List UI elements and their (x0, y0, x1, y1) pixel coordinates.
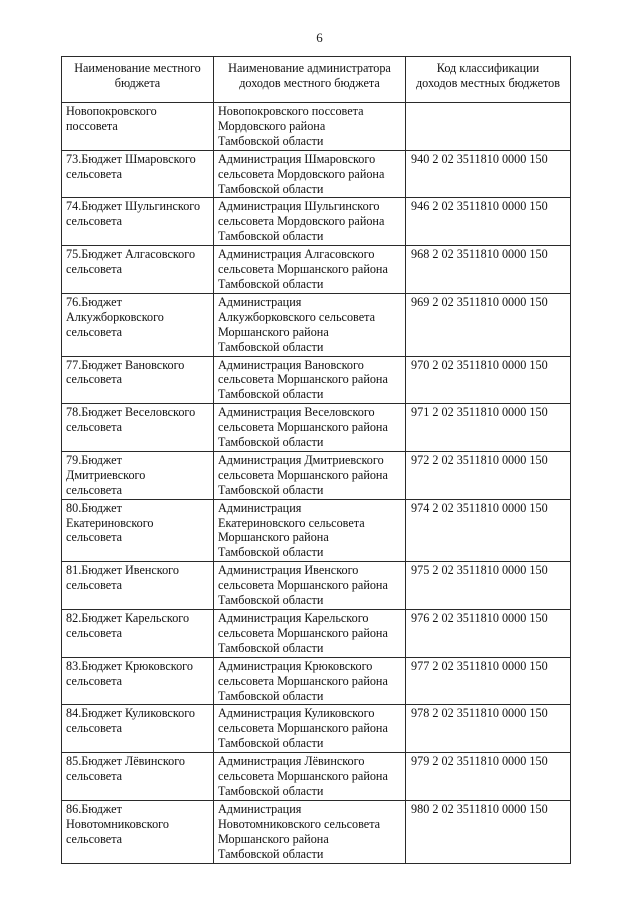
header-classification-code (406, 57, 571, 103)
administrator-cell (214, 293, 406, 356)
header-administrator-name (214, 57, 406, 103)
cell-text-line: Администрация Лёвинского (218, 754, 365, 769)
cell-text-line: Администрация Шмаровского (218, 151, 376, 166)
table-row (62, 562, 571, 610)
cell-text-line: Тамбовской области (218, 482, 324, 497)
table-row (62, 356, 571, 404)
administrator-cell (214, 356, 406, 404)
cell-text-line: Алкужборковского (66, 309, 164, 324)
cell-text-line: Тамбовской области (218, 339, 324, 354)
cell-text-line: Тамбовской области (218, 229, 324, 244)
cell-text-line: сельсовета (66, 420, 123, 435)
administrator-cell (214, 610, 406, 658)
cell-text-line: 80.Бюджет (66, 500, 122, 515)
budget-name-cell (62, 246, 214, 294)
budget-name-cell (62, 800, 214, 863)
table-row (62, 800, 571, 863)
cell-text-line: Новотомниковского (66, 816, 169, 831)
administrator-cell (214, 800, 406, 863)
budget-name-cell (62, 657, 214, 705)
classification-code-cell: 970 2 02 3511810 0000 150 (406, 356, 571, 404)
cell-text-line: сельсовета Моршанского района (218, 262, 388, 277)
table-row (62, 610, 571, 658)
classification-code-cell: 980 2 02 3511810 0000 150 (406, 800, 571, 863)
budget-name-cell (62, 103, 214, 151)
cell-text-line: 83.Бюджет Крюковского (66, 658, 193, 673)
cell-text-line: сельсовета (66, 721, 123, 736)
table-row (62, 705, 571, 753)
cell-text-line: Дмитриевского (66, 467, 146, 482)
cell-text-line: Екатериновского (66, 515, 154, 530)
cell-text-line: сельсовета Моршанского района (218, 578, 388, 593)
cell-text-line: сельсовета Моршанского района (218, 769, 388, 784)
administrator-cell (214, 562, 406, 610)
cell-text-line: Тамбовской области (218, 783, 324, 798)
cell-text-line: сельсовета (66, 372, 123, 387)
classification-code-cell (406, 103, 571, 151)
administrator-cell (214, 451, 406, 499)
administrator-cell (214, 753, 406, 801)
cell-text-line: 75.Бюджет Алгасовского (66, 247, 196, 262)
administrator-cell (214, 705, 406, 753)
cell-text-line: сельсовета (66, 578, 123, 593)
budget-classification-table (61, 56, 571, 864)
header-text-line: Наименование местного (74, 61, 201, 75)
cell-text-line: Тамбовской области (218, 133, 324, 148)
administrator-cell (214, 499, 406, 562)
cell-text-line: сельсовета (66, 831, 123, 846)
cell-text-line: Мордовского района (218, 118, 326, 133)
cell-text-line: 81.Бюджет Ивенского (66, 563, 179, 578)
classification-code-cell: 979 2 02 3511810 0000 150 (406, 753, 571, 801)
cell-text-line: Администрация (218, 801, 302, 816)
classification-code-cell: 968 2 02 3511810 0000 150 (406, 246, 571, 294)
cell-text-line: сельсовета (66, 166, 123, 181)
cell-text-line: Администрация Куликовского (218, 706, 375, 721)
cell-text-line: сельсовета Моршанского района (218, 721, 388, 736)
cell-text-line: сельсовета (66, 262, 123, 277)
budget-name-cell (62, 356, 214, 404)
table-row (62, 293, 571, 356)
classification-code-cell: 940 2 02 3511810 0000 150 (406, 150, 571, 198)
classification-code-cell: 972 2 02 3511810 0000 150 (406, 451, 571, 499)
table-row (62, 198, 571, 246)
cell-text-line: Моршанского района (218, 530, 329, 545)
cell-text-line: Екатериновского сельсовета (218, 515, 365, 530)
cell-text-line: 82.Бюджет Карельского (66, 611, 190, 625)
cell-text-line: сельсовета (66, 673, 123, 688)
cell-text-line: 78.Бюджет Веселовского (66, 405, 196, 420)
table-row (62, 246, 571, 294)
cell-text-line: Администрация Ивенского (218, 563, 359, 578)
administrator-cell (214, 198, 406, 246)
table-row (62, 150, 571, 198)
budget-name-cell (62, 198, 214, 246)
cell-text-line: Администрация Вановского (218, 357, 364, 372)
budget-name-cell (62, 562, 214, 610)
cell-text-line: Моршанского района (218, 324, 329, 339)
table-header-row (62, 57, 571, 103)
header-text-line: бюджета (114, 75, 161, 90)
budget-name-cell (62, 499, 214, 562)
cell-text-line: Моршанского района (218, 831, 329, 846)
cell-text-line: 73.Бюджет Шмаровского (66, 151, 196, 166)
cell-text-line: 85.Бюджет Лёвинского (66, 754, 186, 769)
cell-text-line: Администрация Веселовского (218, 405, 375, 420)
cell-text-line: Тамбовской области (218, 545, 324, 560)
cell-text-line: 77.Бюджет Вановского (66, 357, 185, 372)
cell-text-line: Администрация Алгасовского (218, 247, 375, 262)
cell-text-line: Администрация Шульгинского (218, 199, 380, 214)
table-row (62, 404, 571, 452)
page-number: 6 (316, 30, 323, 45)
cell-text-line: сельсовета (66, 625, 123, 640)
cell-text-line: 86.Бюджет (66, 801, 122, 816)
cell-text-line: Тамбовской области (218, 276, 324, 291)
budget-name-cell (62, 150, 214, 198)
cell-text-line: сельсовета (66, 769, 123, 784)
cell-text-line: сельсовета Моршанского района (218, 673, 388, 688)
cell-text-line: Тамбовской области (218, 688, 324, 703)
cell-text-line: сельсовета Моршанского района (218, 625, 388, 640)
cell-text-line: сельсовета Мордовского района (218, 166, 385, 181)
cell-text-line: 74.Бюджет Шульгинского (66, 199, 201, 214)
cell-text-line: 79.Бюджет (66, 452, 122, 467)
cell-text-line: Тамбовской области (218, 435, 324, 450)
header-budget-name (62, 57, 214, 103)
administrator-cell (214, 150, 406, 198)
administrator-cell (214, 246, 406, 294)
cell-text-line: Администрация Крюковского (218, 658, 373, 673)
cell-text-line: сельсовета Моршанского района (218, 372, 388, 387)
cell-text-line: сельсовета Моршанского района (218, 420, 388, 435)
cell-text-line: поссовета (66, 118, 118, 133)
cell-text-line: Администрация Дмитриевского (218, 452, 384, 467)
classification-code-cell: 977 2 02 3511810 0000 150 (406, 657, 571, 705)
cell-text-line: 84.Бюджет Куликовского (66, 706, 196, 721)
table-row (62, 753, 571, 801)
classification-code-cell: 976 2 02 3511810 0000 150 (406, 610, 571, 658)
classification-code-cell: 975 2 02 3511810 0000 150 (406, 562, 571, 610)
classification-code-cell: 969 2 02 3511810 0000 150 (406, 293, 571, 356)
cell-text-line: Тамбовской области (218, 736, 324, 751)
table-body (62, 103, 571, 864)
cell-text-line: Новопокровского поссовета (218, 104, 364, 118)
cell-text-line: Новопокровского (66, 104, 157, 118)
budget-name-cell (62, 705, 214, 753)
table-header (62, 57, 571, 103)
classification-code-cell: 971 2 02 3511810 0000 150 (406, 404, 571, 452)
budget-name-cell (62, 451, 214, 499)
header-text-line: Код классификации (436, 61, 540, 75)
administrator-cell (214, 103, 406, 151)
administrator-cell (214, 657, 406, 705)
cell-text-line: Администрация Карельского (218, 611, 369, 625)
cell-text-line: сельсовета (66, 482, 123, 497)
table-row (62, 499, 571, 562)
cell-text-line: Администрация (218, 500, 302, 515)
cell-text-line: Тамбовской области (218, 640, 324, 655)
cell-text-line: Тамбовской области (218, 387, 324, 402)
cell-text-line: 76.Бюджет (66, 294, 122, 309)
table-row (62, 451, 571, 499)
cell-text-line: Администрация (218, 294, 302, 309)
header-text-line: доходов местного бюджета (239, 75, 380, 90)
cell-text-line: Тамбовской области (218, 181, 324, 196)
cell-text-line: Тамбовской области (218, 846, 324, 861)
cell-text-line: сельсовета (66, 324, 123, 339)
budget-name-cell (62, 404, 214, 452)
table-row (62, 103, 571, 151)
administrator-cell (214, 404, 406, 452)
classification-code-cell: 974 2 02 3511810 0000 150 (406, 499, 571, 562)
cell-text-line: Тамбовской области (218, 593, 324, 608)
table-row (62, 657, 571, 705)
header-text-line: доходов местных бюджетов (415, 75, 561, 90)
budget-name-cell (62, 753, 214, 801)
classification-code-cell: 946 2 02 3511810 0000 150 (406, 198, 571, 246)
cell-text-line: Алкужборковского сельсовета (218, 309, 376, 324)
cell-text-line: сельсовета Мордовского района (218, 214, 385, 229)
classification-code-cell: 978 2 02 3511810 0000 150 (406, 705, 571, 753)
cell-text-line: сельсовета Моршанского района (218, 467, 388, 482)
cell-text-line: сельсовета (66, 530, 123, 545)
cell-text-line: Новотомниковского сельсовета (218, 816, 381, 831)
cell-text-line: сельсовета (66, 214, 123, 229)
budget-name-cell (62, 610, 214, 658)
header-text-line: Наименование администратора (228, 61, 391, 75)
budget-name-cell (62, 293, 214, 356)
